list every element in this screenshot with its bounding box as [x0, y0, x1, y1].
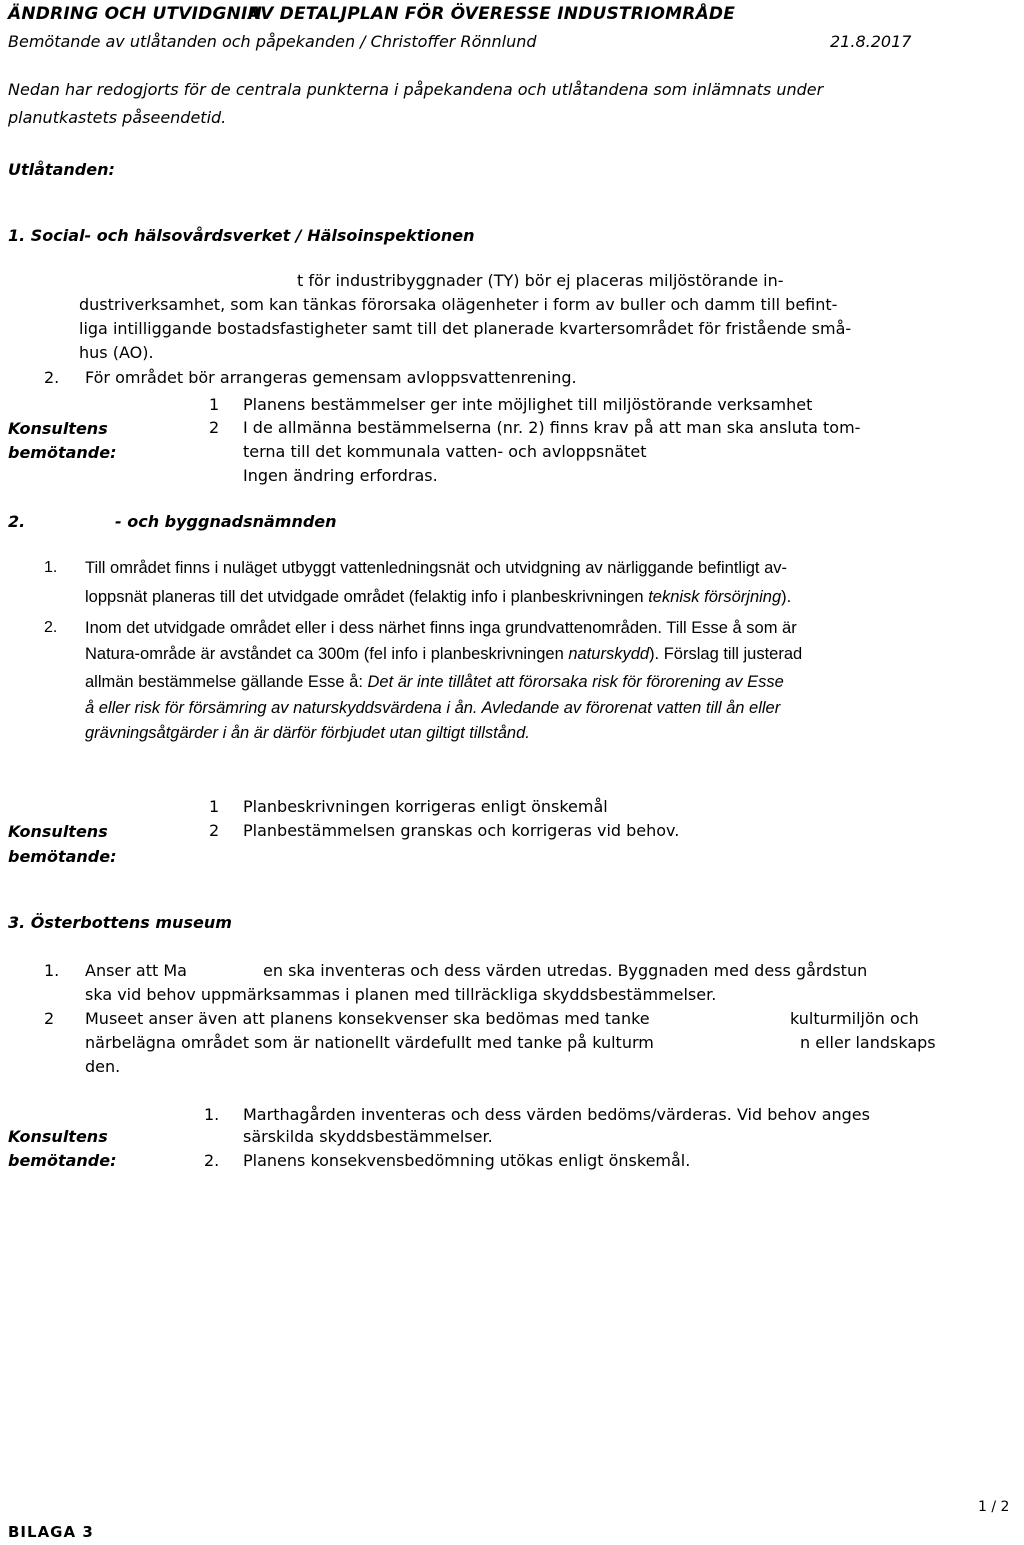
s2-item1-italic-ref: teknisk försörjning	[648, 588, 782, 606]
s1-response2-number: 2	[209, 418, 220, 437]
s2-response2-text: Planbestämmelsen granskas och korrigeras vid behov.	[243, 821, 680, 840]
s1-item2-line-1: För området bör arrangeras gemensam avloppsvattenrening.	[85, 368, 577, 387]
s2-item2-line-4: å eller risk för försämring av naturskyddsvärdena i ån. Avledande av förorenat vatten till ån eller	[85, 699, 781, 717]
s1-item2-number: 2.	[44, 368, 60, 387]
s3-item2-line-1b: kulturmiljön och	[790, 1009, 919, 1028]
s2-consultant-label-1: Konsultens	[8, 822, 108, 841]
s1-response1-line-1: Planens bestämmelser ger inte möjlighet till miljöstörande verksamhet	[243, 395, 813, 414]
s2-response1-text: Planbeskrivningen korrigeras enligt önskemål	[243, 797, 608, 816]
section-2-heading: - och byggnadsnämnden	[115, 512, 337, 531]
s3-item1-number: 1.	[44, 961, 60, 980]
s2-item2-line-2: Natura-område är avståndet ca 300m (fel info i planbeskrivningen naturskydd). Förslag till justerad	[85, 645, 803, 663]
s2-item1-number: 1.	[44, 559, 58, 576]
utlatanden-heading: Utlåtanden:	[8, 160, 115, 179]
s3-response1-line-2: särskilda skyddsbestämmelser.	[243, 1127, 493, 1146]
s2-item1-line-2: loppsnät planeras till det utvidgade området (felaktig info i planbeskrivningen teknisk försörjning).	[85, 588, 792, 606]
s2-item1-line-1: Till området finns i nuläget utbyggt vattenledningsnät och utvidgning av närliggande befintligt av-	[85, 559, 787, 577]
s1-item1-line-4: hus (AO).	[79, 343, 154, 362]
page-number: 1 / 2	[978, 1499, 1010, 1515]
s3-response1-line-1: Marthagården inventeras och dess värden bedöms/värderas. Vid behov anges	[243, 1105, 870, 1124]
s2-consultant-label-2: bemötande:	[8, 847, 117, 866]
s3-consultant-label-2: bemötande:	[8, 1151, 117, 1170]
s1-item1-line-3: liga intilliggande bostadsfastigheter samt till det planerade kvartersområdet för fristående små-	[79, 319, 852, 338]
s2-item2-number: 2.	[44, 619, 58, 636]
document-subtitle: Bemötande av utlåtanden och påpekanden / Christoffer Rönnlund	[8, 32, 537, 51]
s3-item2-line-2a: närbelägna området som är nationellt värdefullt med tanke på kulturm	[85, 1033, 654, 1052]
section-3-heading: 3. Österbottens museum	[8, 913, 232, 932]
s3-response2-number: 2.	[204, 1151, 220, 1170]
s3-item2-line-1a: Museet anser även att planens konsekvenser ska bedömas med tanke	[85, 1009, 650, 1028]
s2-response2-number: 2	[209, 821, 220, 840]
s1-consultant-label-2: bemötande:	[8, 443, 117, 462]
s3-consultant-label-1: Konsultens	[8, 1127, 108, 1146]
intro-line-2: planutkastets påseendetid.	[8, 108, 227, 127]
document-title-right: AV DETALJPLAN FÖR ÖVERESSE INDUSTRIOMRÅDE	[248, 4, 736, 24]
s1-consultant-label-1: Konsultens	[8, 419, 108, 438]
s2-item2-italic-ref: naturskydd	[568, 645, 650, 663]
s2-response1-number: 1	[209, 797, 220, 816]
s1-response2-line-2: terna till det kommunala vatten- och avloppsnätet	[243, 442, 647, 461]
s1-response2-line-1: I de allmänna bestämmelserna (nr. 2) finns krav på att man ska ansluta tom-	[243, 418, 861, 437]
s3-item2-number: 2	[44, 1009, 55, 1028]
s3-item1-line-1a: Anser att Ma	[85, 961, 187, 980]
s1-response1-number: 1	[209, 395, 220, 414]
s2-item2-line-3: allmän bestämmelse gällande Esse å: Det är inte tillåtet att förorsaka risk för förorening av Esse	[85, 673, 784, 691]
s3-item2-line-3: den.	[85, 1057, 121, 1076]
intro-line-1: Nedan har redogjorts för de centrala punkterna i påpekandena och utlåtandena som inlämnats under	[8, 80, 824, 99]
s3-item1-line-1b: en ska inventeras och dess värden utredas. Byggnaden med dess gårdstun	[263, 961, 868, 980]
document-date: 21.8.2017	[830, 32, 912, 51]
s1-item1-line-2: dustriverksamhet, som kan tänkas förorsaka olägenheter i form av buller och damm till befint-	[79, 295, 838, 314]
document-title-left: ÄNDRING OCH UTVIDGNIN	[8, 4, 263, 24]
s3-item2-line-2b: n eller landskaps	[800, 1033, 936, 1052]
s2-item2-line-1: Inom det utvidgade området eller i dess närhet finns inga grundvattenområden. Till Esse å som är	[85, 619, 797, 637]
s2-item2-line-5: grävningsåtgärder i ån är därför förbjudet utan giltigt tillstånd.	[85, 724, 530, 742]
s3-item1-line-2: ska vid behov uppmärksammas i planen med tillräckliga skyddsbestämmelser.	[85, 985, 717, 1004]
attachment-label: BILAGA 3	[8, 1523, 94, 1541]
s3-response1-number: 1.	[204, 1105, 220, 1124]
s1-response2-line-3: Ingen ändring erfordras.	[243, 466, 438, 485]
s1-item1-line-1: t för industribyggnader (TY) bör ej placeras miljöstörande in-	[297, 271, 784, 290]
section-2-number: 2.	[8, 512, 26, 531]
section-1-heading: 1. Social- och hälsovårdsverket / Hälsoinspektionen	[8, 226, 475, 245]
s3-response2-line-1: Planens konsekvensbedömning utökas enligt önskemål.	[243, 1151, 691, 1170]
